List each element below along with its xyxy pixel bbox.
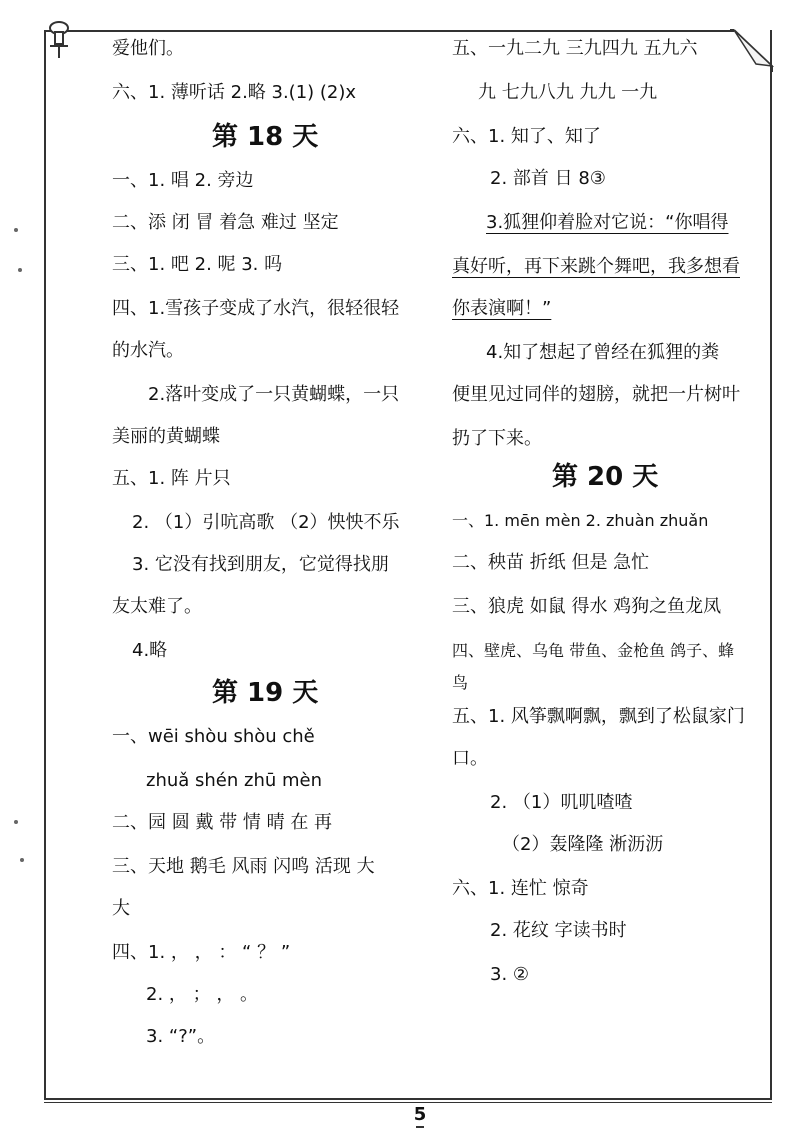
answer-line: 3. ②: [490, 964, 530, 985]
answer-line: 一、1. mēn mèn 2. zhuàn zhuǎn: [452, 511, 709, 530]
answer-line: 真好听，再下来跳个舞吧，我多想看: [452, 256, 740, 277]
scan-dot: [14, 820, 18, 824]
folded-corner: [728, 26, 774, 72]
page-top-border: [44, 30, 734, 32]
answer-line: 鸟: [452, 673, 469, 692]
pushpin-icon: [46, 20, 72, 60]
answer-line: 口。: [452, 748, 488, 769]
answer-line: 四、1. ， ， ： “ ？ ”: [112, 942, 291, 963]
answer-line: 2. ， ； ， 。: [146, 984, 259, 1005]
answer-line: 爱他们。: [112, 38, 184, 59]
answer-line: 一、1. 唱 2. 旁边: [112, 170, 254, 191]
answer-line: 4.略: [132, 640, 168, 661]
scan-dot: [20, 858, 24, 862]
answer-line: 3. 它没有找到朋友，它觉得找朋: [132, 554, 389, 575]
answer-line: 六、1. 连忙 惊奇: [452, 878, 589, 899]
page-number: 5: [413, 1104, 427, 1125]
day-18-title: 第 18 天: [212, 122, 319, 152]
scan-dot: [14, 228, 18, 232]
answer-line: 美丽的黄蝴蝶: [112, 426, 220, 447]
answer-line: （2）轰隆隆 淅沥沥: [502, 834, 664, 855]
scan-dot: [18, 268, 22, 272]
answer-line: 扔了下来。: [452, 428, 542, 449]
answer-line: 你表演啊！”: [452, 298, 552, 319]
answer-line: 二、秧苗 折纸 但是 急忙: [452, 552, 650, 573]
answer-line: 六、1. 知了、知了: [452, 126, 601, 147]
answer-line: 六、1. 薄听话 2.略 3.(1) (2)x: [112, 82, 357, 103]
bottom-rule: [44, 1098, 772, 1103]
answer-line: 3.狐狸仰着脸对它说：“你唱得: [486, 212, 729, 233]
answer-line: 二、添 闭 冒 着急 难过 坚定: [112, 212, 339, 233]
answer-line: 五、1. 风筝飘啊飘，飘到了松鼠家门: [452, 706, 745, 727]
answer-line: 2. （1）引吭高歌 （2）怏怏不乐: [132, 512, 400, 533]
answer-line: 3. “?”。: [146, 1026, 216, 1047]
answer-line: 四、壁虎、乌龟 带鱼、金枪鱼 鸽子、蜂: [452, 641, 735, 660]
answer-line: 便里见过同伴的翅膀，就把一片树叶: [452, 384, 740, 405]
page-number-mark: [416, 1126, 424, 1128]
answer-line: 九 七九八九 九九 一九: [478, 82, 658, 103]
answer-line: 2. 花纹 字读书时: [490, 920, 627, 941]
answer-line: 三、狼虎 如鼠 得水 鸡狗之鱼龙凤: [452, 596, 722, 617]
answer-line: 2. 部首 日 8③: [490, 168, 606, 189]
answer-line: 2. （1）叽叽喳喳: [490, 792, 633, 813]
day-19-title: 第 19 天: [212, 678, 319, 708]
answer-line: zhuǎ shén zhū mèn: [146, 770, 323, 791]
answer-line: 友太难了。: [112, 596, 202, 617]
answer-line: 一、wēi shòu shòu chě: [112, 726, 315, 747]
answer-line: 五、1. 阵 片只: [112, 468, 231, 489]
answer-line: 二、园 圆 戴 带 情 晴 在 再: [112, 812, 333, 833]
answer-line: 四、1.雪孩子变成了水汽，很轻很轻: [112, 298, 400, 319]
answer-line: 2.落叶变成了一只黄蝴蝶，一只: [148, 384, 400, 405]
answer-line: 五、一九二九 三九四九 五九六: [452, 38, 698, 59]
answer-line: 4.知了想起了曾经在狐狸的粪: [486, 342, 720, 363]
answer-line: 三、天地 鹅毛 风雨 闪鸣 活现 大: [112, 856, 375, 877]
answer-line: 大: [112, 898, 130, 919]
day-20-title: 第 20 天: [552, 462, 659, 492]
answer-line: 的水汽。: [112, 340, 184, 361]
answer-line: 三、1. 吧 2. 呢 3. 吗: [112, 254, 283, 275]
